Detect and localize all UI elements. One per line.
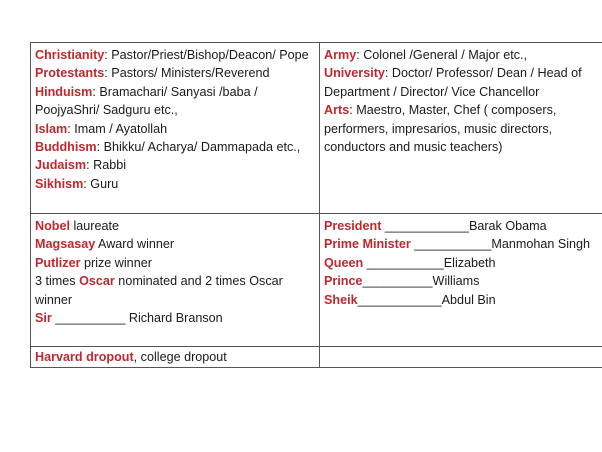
arts-line: Arts: Maestro, Master, Chef ( composers, performers, impresarios, music directors, conductors and music teachers) — [324, 103, 557, 155]
dignitary-titles-cell — [320, 214, 602, 347]
table-row — [31, 347, 602, 368]
prime-minister-line: Prime Minister ___________Manmohan Singh — [324, 237, 591, 252]
army-line: Army: Colonel /General / Major etc., — [324, 48, 527, 62]
empty-cell — [320, 347, 602, 368]
president-line: President ____________Barak Obama — [324, 219, 547, 233]
sir-line: Sir __________ Richard Branson — [35, 311, 223, 326]
sikhism-line: Sikhism: Guru — [35, 176, 119, 191]
prince-line: Prince__________Williams — [324, 274, 480, 289]
nobel-line: Nobel laureate — [35, 219, 119, 233]
religious-titles-cell — [31, 43, 320, 214]
queen-line: Queen ___________Elizabeth — [324, 255, 496, 270]
table-row — [31, 214, 602, 347]
buddhism-line: Buddhism: Bhikku/ Acharya/ Dammapada etc., — [35, 140, 301, 155]
university-line: University: Doctor/ Professor/ Dean / Head of Department / Director/ Vice Chancellor — [324, 66, 582, 99]
oscar-line: 3 times Oscar nominated and 2 times Oscar winner — [35, 274, 283, 307]
magsasay-line: Magsasay Award winner — [35, 237, 175, 252]
putlizer-line: Putlizer prize winner — [35, 255, 152, 270]
christianity-line: Christianity: Pastor/Priest/Bishop/Deacon/ Pope — [35, 48, 309, 62]
harvard-dropout-line: Harvard dropout, college dropout — [35, 350, 227, 364]
sheik-line: Sheik____________Abdul Bin — [324, 292, 496, 307]
professional-titles-cell — [320, 43, 602, 214]
titles-table — [30, 42, 602, 368]
table-row — [31, 43, 602, 214]
islam-line: Islam: Imam / Ayatollah — [35, 121, 168, 136]
dropout-cell — [31, 347, 320, 368]
judaism-line: Judaism: Rabbi — [35, 158, 127, 173]
protestants-line: Protestants: Pastors/ Ministers/Reverend — [35, 66, 270, 81]
awards-cell — [31, 214, 320, 347]
hinduism-line: Hinduism: Bramachari/ Sanyasi /baba / PoojyaShri/ Sadguru etc., — [35, 84, 258, 118]
